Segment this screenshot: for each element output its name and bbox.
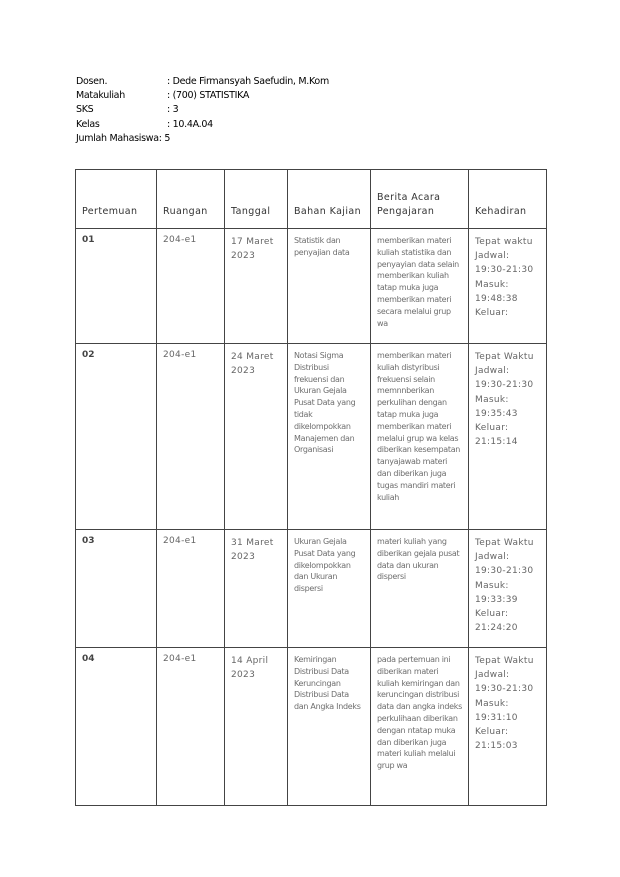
- header-berita-acara: Berita Acara Pengajaran: [371, 170, 469, 229]
- schedule-time: 19:30-21:30: [475, 265, 534, 276]
- cell-pertemuan: 01: [76, 229, 157, 344]
- cell-berita-acara: memberikan materi kuliah statistika dan penyayian data selain memberikan kuliah tatap muka juga memberikan materi secara melalui grup wa: [371, 229, 469, 344]
- schedule-time: 19:30-21:30: [475, 684, 534, 695]
- header-kehadiran: Kehadiran: [469, 170, 547, 229]
- cell-ruangan: 204-e1: [157, 648, 225, 806]
- course-info: [76, 75, 329, 146]
- check-out-label: Keluar:: [475, 423, 509, 434]
- cell-ruangan: 204-e1: [157, 344, 225, 530]
- check-out-time: 21:15:03: [475, 741, 518, 752]
- info-value: : Dede Firmansyah Saefudin, M.Kom: [167, 75, 329, 89]
- table-header-row: [76, 170, 547, 229]
- info-row-kelas: [76, 118, 329, 132]
- attendance-status: Tepat Waktu: [475, 352, 534, 362]
- cell-ruangan: 204-e1: [157, 229, 225, 344]
- attendance-status: Tepat Waktu: [475, 538, 534, 548]
- attendance-status: Tepat waktu: [475, 237, 533, 247]
- cell-kehadiran: [469, 344, 547, 530]
- check-out-time: 21:15:14: [475, 437, 518, 448]
- cell-bahan-kajian: Ukuran Gejala Pusat Data yang dikelompokkan dan Ukuran dispersi: [288, 530, 371, 648]
- info-row-dosen: [76, 75, 329, 89]
- info-value: : 5: [159, 132, 170, 146]
- table-row: [76, 530, 547, 648]
- cell-berita-acara: materi kuliah yang diberikan gejala pusat data dan ukuran dispersi: [371, 530, 469, 648]
- cell-bahan-kajian: Kemiringan Distribusi Data Keruncingan Distribusi Data dan Angka Indeks: [288, 648, 371, 806]
- info-value: : 10.4A.04: [167, 118, 213, 132]
- info-label: Matakuliah: [76, 90, 125, 102]
- cell-bahan-kajian: Statistik dan penyajian data: [288, 229, 371, 344]
- check-out-label: Keluar:: [475, 308, 509, 319]
- cell-tanggal: 31 Maret 2023: [225, 530, 288, 648]
- cell-tanggal: 17 Maret 2023: [225, 229, 288, 344]
- cell-ruangan: 204-e1: [157, 530, 225, 648]
- info-row-sks: [76, 103, 329, 117]
- check-in-label: Masuk:: [475, 394, 509, 405]
- check-in-time: 19:31:10: [475, 712, 518, 723]
- schedule-label: Jadwal:: [475, 552, 510, 563]
- header-pertemuan: Pertemuan: [76, 170, 157, 229]
- check-in-time: 19:48:38: [475, 293, 518, 304]
- table-row: [76, 344, 547, 530]
- cell-pertemuan: 04: [76, 648, 157, 806]
- info-value: : (700) STATISTIKA: [167, 89, 249, 103]
- info-label: Kelas: [76, 118, 100, 130]
- cell-kehadiran: [469, 229, 547, 344]
- cell-berita-acara: memberikan materi kuliah distyribusi frekuensi selain memnnberikan perkulihan dengan tatap muka juga memberikan materi melalui grup wa kelas diberikan kesempatan tanyajawab materi dan diberikan juga tugas mandiri materi kuliah: [371, 344, 469, 530]
- cell-pertemuan: 02: [76, 344, 157, 530]
- check-in-time: 19:33:39: [475, 594, 518, 605]
- table-row: [76, 648, 547, 806]
- info-row-jumlah-mahasiswa: [76, 132, 329, 146]
- cell-tanggal: 14 April 2023: [225, 648, 288, 806]
- schedule-time: 19:30-21:30: [475, 380, 534, 391]
- cell-pertemuan: 03: [76, 530, 157, 648]
- schedule-time: 19:30-21:30: [475, 566, 534, 577]
- info-label: Dosen.: [76, 76, 108, 87]
- check-in-label: Masuk:: [475, 279, 509, 290]
- check-in-label: Masuk:: [475, 580, 509, 591]
- check-out-label: Keluar:: [475, 609, 509, 620]
- check-in-time: 19:35:43: [475, 408, 518, 419]
- info-row-matakuliah: [76, 89, 329, 103]
- cell-bahan-kajian: Notasi Sigma Distribusi frekuensi dan Ukuran Gejala Pusat Data yang tidak dikelompokkan Manajemen dan Organisasi: [288, 344, 371, 530]
- info-label: SKS: [76, 104, 94, 116]
- schedule-label: Jadwal:: [475, 251, 510, 262]
- cell-kehadiran: [469, 648, 547, 806]
- info-value: : 3: [167, 103, 178, 117]
- attendance-table: [75, 169, 547, 806]
- table-row: [76, 229, 547, 344]
- info-label: Jumlah Mahasiswa: [76, 132, 159, 144]
- header-tanggal: Tanggal: [225, 170, 288, 229]
- cell-kehadiran: [469, 530, 547, 648]
- cell-berita-acara: pada pertemuan ini diberikan materi kuliah kemiringan dan keruncingan distribusi data dan angka indeks perkulihaan diberikan dengan ntatap muka dan diberikan juga materi kuliah melalui grup wa: [371, 648, 469, 806]
- header-ruangan: Ruangan: [157, 170, 225, 229]
- check-in-label: Masuk:: [475, 698, 509, 709]
- check-out-time: 21:24:20: [475, 623, 518, 634]
- cell-tanggal: 24 Maret 2023: [225, 344, 288, 530]
- schedule-label: Jadwal:: [475, 366, 510, 377]
- schedule-label: Jadwal:: [475, 670, 510, 681]
- check-out-label: Keluar:: [475, 727, 509, 738]
- header-bahan-kajian: Bahan Kajian: [288, 170, 371, 229]
- attendance-status: Tepat Waktu: [475, 656, 534, 666]
